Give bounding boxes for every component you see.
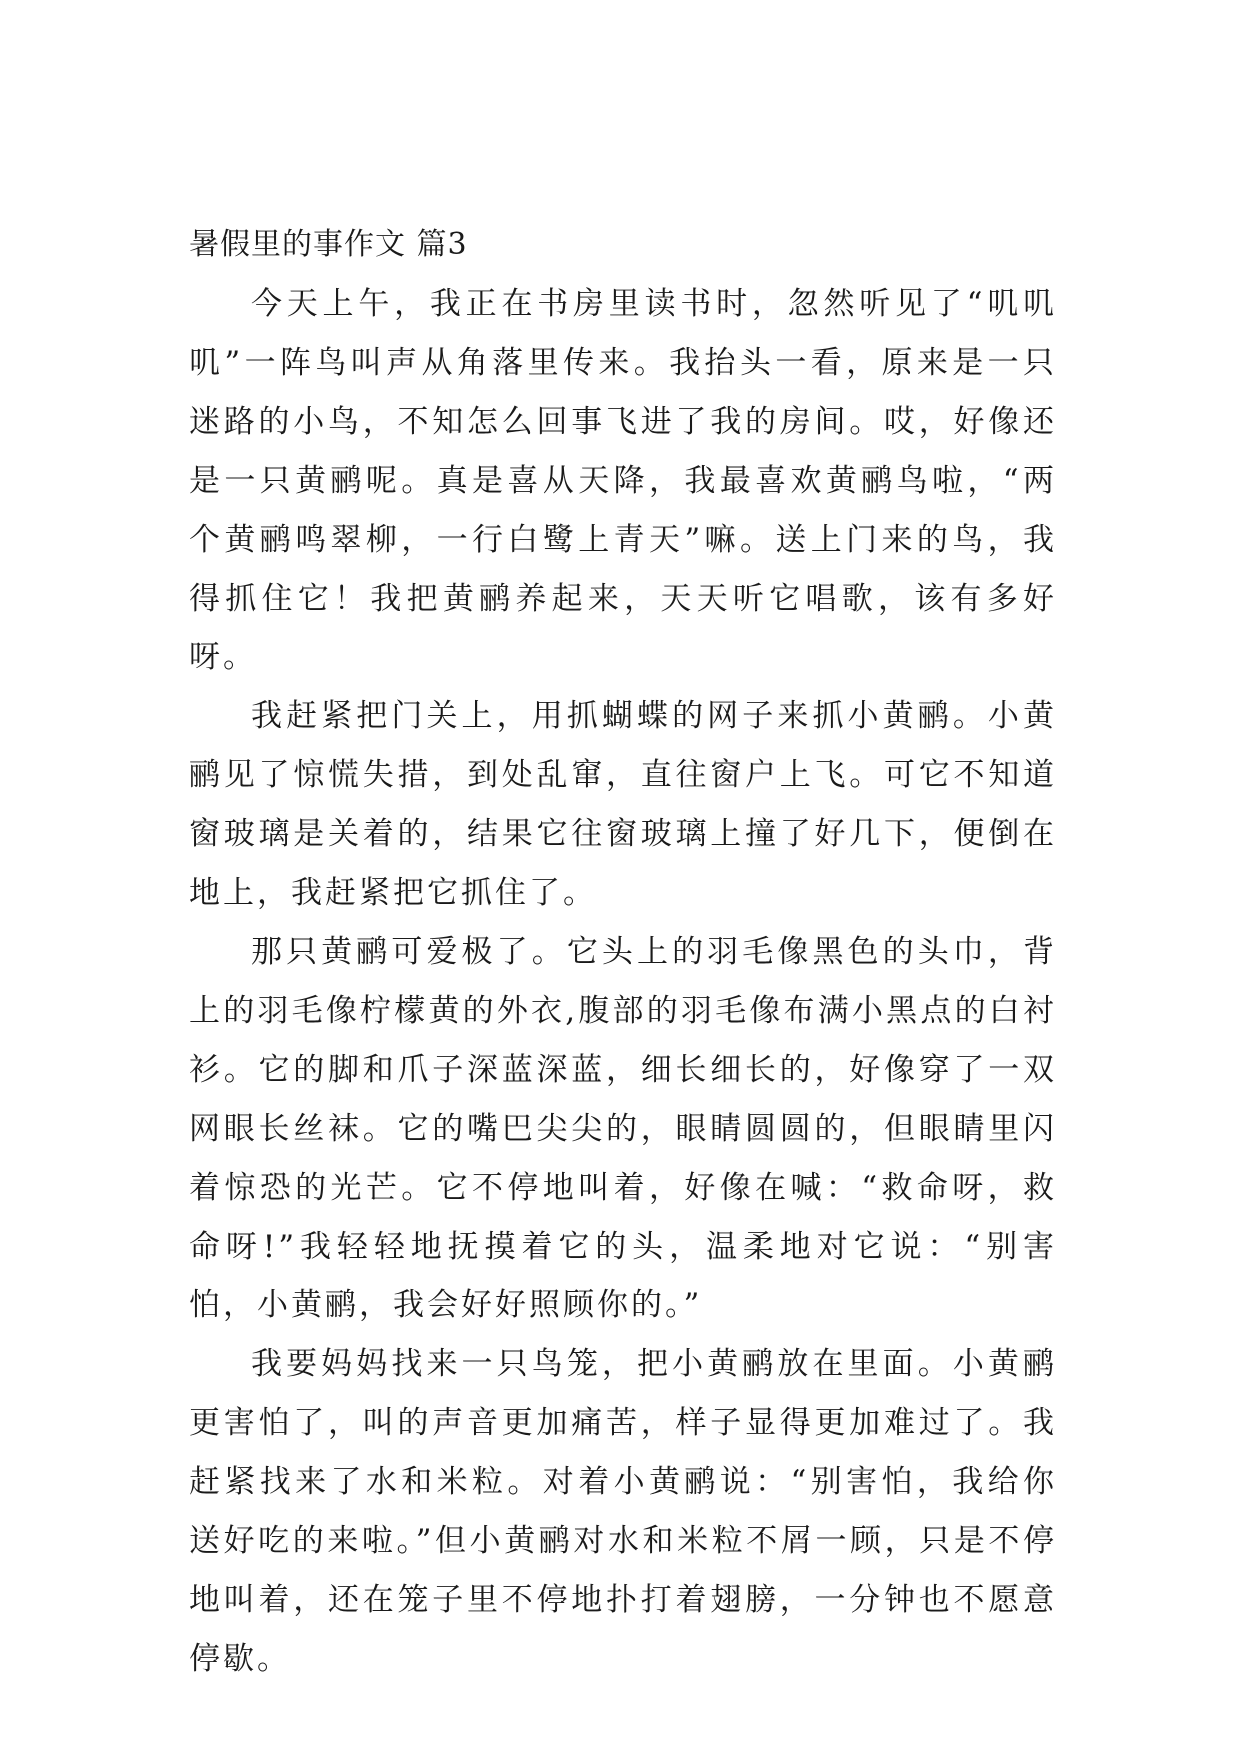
paragraph: 那只黄鹂可爱极了。它头上的羽毛像黑色的头巾，背上的羽毛像柠檬黄的外衣,腹部的羽毛像布满小黑点的白衬衫。它的脚和爪子深蓝深蓝，细长细长的，好像穿了一双网眼长丝袜。它的嘴巴尖尖的，眼睛圆圆的，但眼睛里闪着惊恐的光芒。它不停地叫着，好像在喊：“救命呀，救命呀!”我轻轻地抚摸着它的头，温柔地对它说：“别害怕，小黄鹂，我会好好照顾你的。” [189,933,1057,1324]
document-title: 暑假里的事作文 篇3 [189,227,468,262]
document-body [189,275,1057,1689]
paragraph: 我要妈妈找来一只鸟笼，把小黄鹂放在里面。小黄鹂更害怕了，叫的声音更加痛苦，样子显得更加难过了。我赶紧找来了水和米粒。对着小黄鹂说：“别害怕，我给你送好吃的来啦。”但小黄鹂对水和米粒不屑一顾，只是不停地叫着，还在笼子里不停地扑打着翅膀，一分钟也不愿意停歇。 [189,1346,1057,1677]
paragraph: 我赶紧把门关上，用抓蝴蝶的网子来抓小黄鹂。小黄鹂见了惊慌失措，到处乱窜，直往窗户上飞。可它不知道窗玻璃是关着的，结果它往窗玻璃上撞了好几下，便倒在地上，我赶紧把它抓住了。 [189,698,1057,912]
paragraph: 今天上午，我正在书房里读书时，忽然听见了“叽叽叽”一阵鸟叫声从角落里传来。我抬头一看，原来是一只迷路的小鸟，不知怎么回事飞进了我的房间。哎，好像还是一只黄鹂呢。真是喜从天降，我最喜欢黄鹂鸟啦，“两个黄鹂鸣翠柳，一行白鹭上青天”嘛。送上门来的鸟，我得抓住它！我把黄鹂养起来，天天听它唱歌，该有多好呀。 [189,286,1057,676]
